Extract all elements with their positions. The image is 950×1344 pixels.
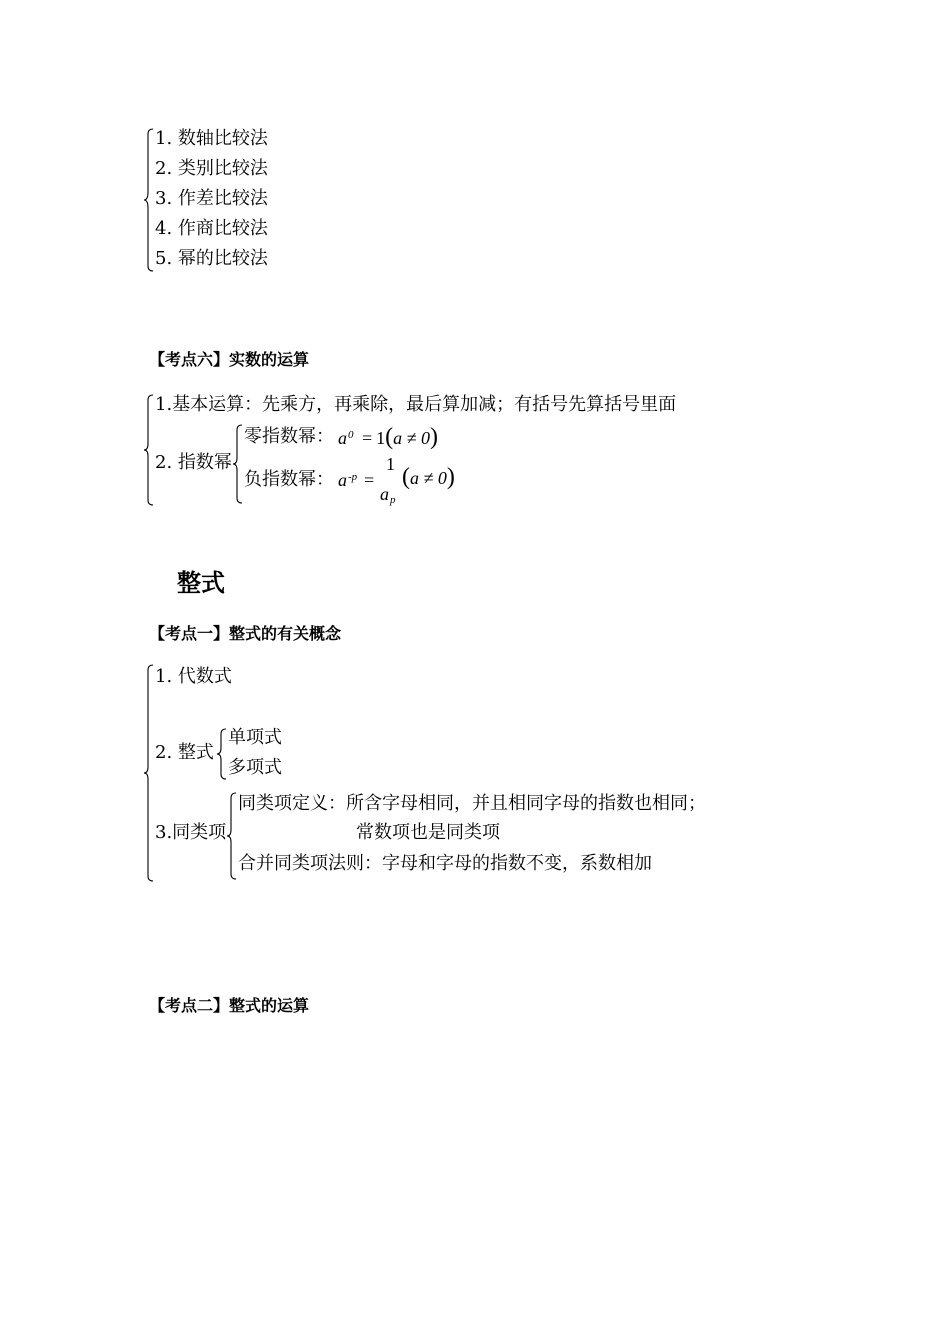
exponent-label: 2. 指数幂 [155, 452, 232, 473]
zero-exponent-label: 零指数幂： [244, 426, 334, 447]
formula-exponent: -p [348, 471, 358, 483]
monomial-text: 单项式 [228, 727, 282, 748]
left-brace-icon [232, 424, 244, 504]
formula-equals: = [364, 470, 375, 490]
formula-paren-open: ( [402, 464, 410, 490]
left-brace-icon [216, 728, 228, 780]
formula-paren-close: ) [430, 424, 439, 450]
left-brace-icon [143, 128, 155, 272]
page-title: 整式 [177, 569, 225, 597]
left-brace-icon [143, 394, 155, 506]
left-brace-icon [143, 664, 155, 882]
list-item: 3. 作差比较法 [155, 188, 268, 209]
like-terms-label: 3.同类项 [155, 822, 227, 843]
fraction-numerator: 1 [386, 454, 395, 474]
formula-value: 1 [376, 428, 386, 448]
algebraic-expression-text: 1. 代数式 [155, 666, 232, 687]
formula-exponent: 0 [348, 429, 354, 441]
negative-exponent-formula [338, 454, 468, 508]
formula-paren-open: ( [385, 424, 394, 450]
basic-operation-text: 1.基本运算：先乘方，再乘除，最后算加减；有括号先算括号里面 [155, 394, 677, 415]
formula-equals: = [362, 428, 373, 448]
left-brace-icon [226, 792, 238, 880]
fraction-denominator-base: a [380, 484, 389, 504]
like-terms-definition: 同类项定义：所含字母相同，并且相同字母的指数也相同； [238, 793, 706, 814]
polynomial-label: 2. 整式 [155, 742, 214, 763]
formula-base: a [338, 470, 347, 490]
section-heading-kaodian2: 【考点二】整式的运算 [149, 996, 310, 1015]
combine-like-terms-rule: 合并同类项法则：字母和字母的指数不变，系数相加 [238, 853, 652, 874]
formula-base: a [338, 428, 347, 448]
list-item: 1. 数轴比较法 [155, 128, 268, 149]
section-heading-kaodian1: 【考点一】整式的有关概念 [149, 624, 342, 643]
list-item: 5. 幂的比较法 [155, 248, 268, 269]
zero-exponent-formula [338, 422, 438, 456]
like-terms-definition-continued: 常数项也是同类项 [356, 822, 500, 843]
fraction-denominator-exponent: p [390, 494, 396, 506]
negative-exponent-label: 负指数幂： [244, 469, 334, 490]
list-item: 4. 作商比较法 [155, 218, 268, 239]
section-heading-kaodian6: 【考点六】实数的运算 [149, 350, 310, 369]
formula-condition: a ≠ 0 [393, 428, 431, 448]
formula-condition: a ≠ 0 [410, 468, 447, 488]
formula-paren-close: ) [446, 464, 455, 490]
multinomial-text: 多项式 [228, 757, 282, 778]
list-item: 2. 类别比较法 [155, 158, 268, 179]
